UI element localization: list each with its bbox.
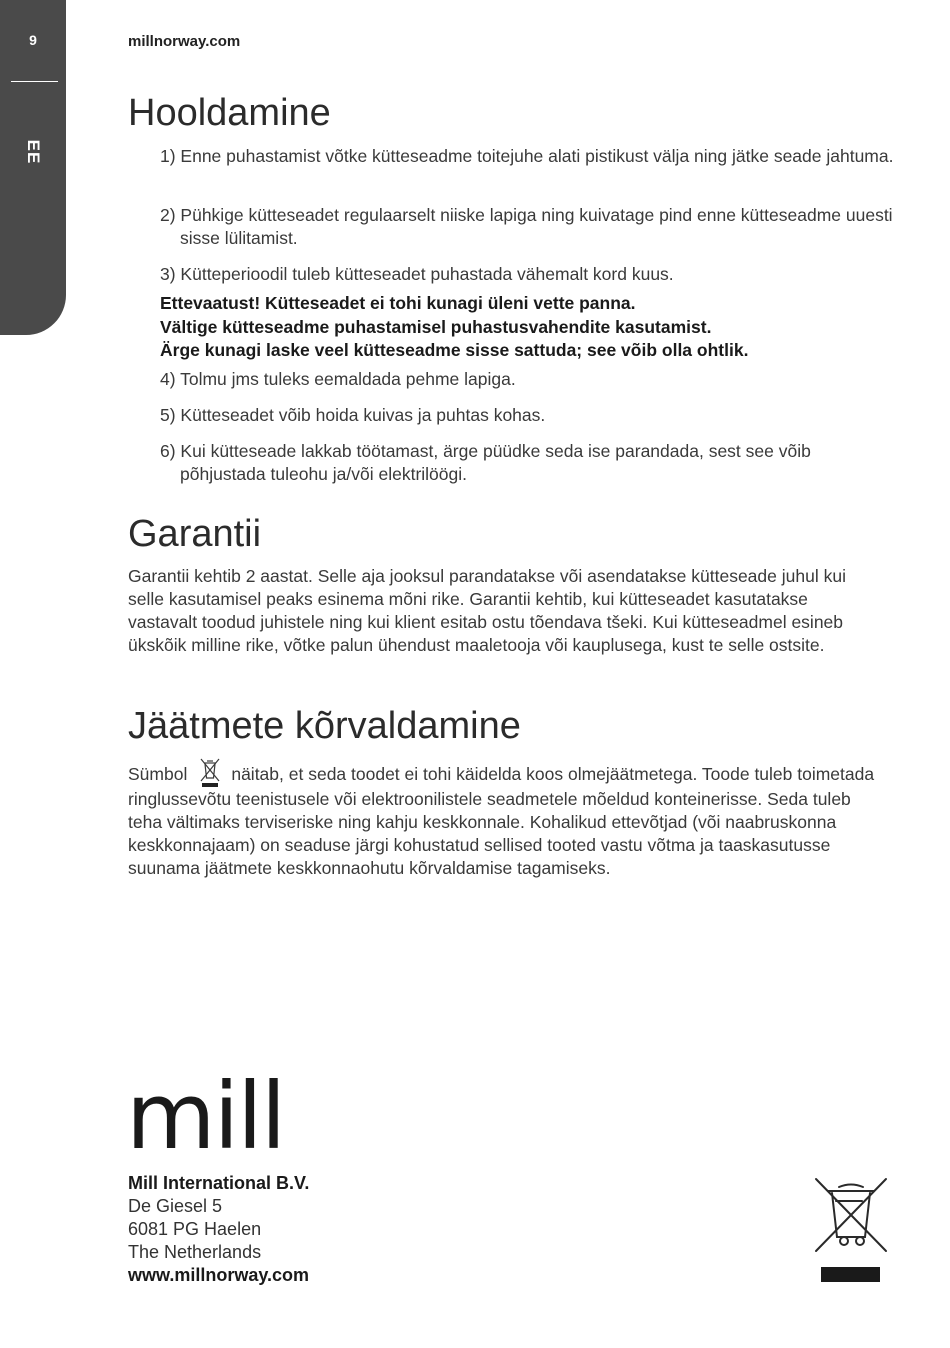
- header-website[interactable]: millnorway.com: [128, 33, 241, 50]
- warranty-heading: Garantii: [128, 513, 262, 555]
- mill-logo: [126, 1076, 286, 1159]
- page-number: 9: [29, 32, 37, 48]
- warranty-text: Garantii kehtib 2 aastat. Selle aja jooksul parandatakse või asendatakse kütteseade juhul kui selle kasutamisel peaks esinema mõni rike. Garantii kehtib, kui kütteseadet kasutatakse vastavalt toodud juhistele ning kui klient esitab ostu tõendava tšeki. Kui kütteseadmel esineb ükskõik milline rike, võtke palun ühendust maaletooja või kauplusega, kust te selle ostsite.: [128, 566, 846, 655]
- maintenance-item-5: 5) Kütteseadet võib hoida kuivas ja puhtas kohas.: [160, 405, 546, 425]
- disposal-text-start: Sümbol: [128, 764, 188, 784]
- warning-line-1: Ettevaatust! Kütteseadet ei tohi kunagi üleni vette panna.: [160, 293, 636, 313]
- weee-crossed-bin-icon: [199, 758, 221, 788]
- address-postal: 6081 PG Haelen: [128, 1219, 262, 1239]
- maintenance-item-2: 2) Pühkige kütteseadet regulaarselt niiske lapiga ning kuivatage pind enne kütteseadme uuesti sisse lülitamist.: [160, 205, 893, 248]
- warning-line-3: Ärge kunagi laske veel kütteseadme sisse sattuda; see võib olla ohtlik.: [160, 340, 749, 360]
- maintenance-item-4: 4) Tolmu jms tuleks eemaldada pehme lapiga.: [160, 369, 516, 389]
- disposal-text-rest: näitab, et seda toodet ei tohi käidelda koos olmejäätmetega. Toode tuleb toimetada ringlussevõtu teenistusele või elektroonilistele seadmetele mõeldud konteinerisse. Seda tuleb teha vältimaks terviseriske ning kahju keskkonnale. Kohalikud ettevõtjad (või naabruskonna keskkonnajaam) on seaduse järgi kohustatud sellised tooted vastu võtma ja taaskasutusse suunama jäätmete keskkonnaohutu kõrvaldamise tagamiseks.: [128, 764, 875, 878]
- disposal-heading: Jäätmete kõrvaldamine: [128, 705, 521, 747]
- logo-text: mill: [126, 1076, 285, 1154]
- address-street: De Giesel 5: [128, 1196, 223, 1216]
- warning-line-2: Vältige kütteseadme puhastamisel puhastusvahendite kasutamist.: [160, 316, 712, 337]
- disposal-text: [128, 758, 880, 880]
- language-tab: EE: [24, 139, 43, 165]
- address-country: The Netherlands: [128, 1242, 262, 1262]
- side-tab: [0, 0, 66, 335]
- mill-logo-mark: [126, 1076, 286, 1154]
- company-name: Mill International B.V.: [128, 1173, 310, 1193]
- maintenance-item-3: 3) Kütteperioodil tuleb kütteseadet puhastada vähemalt kord kuus.: [160, 264, 674, 284]
- footer-website-link[interactable]: www.millnorway.com: [128, 1265, 310, 1285]
- tab-divider: [11, 81, 58, 82]
- company-address: [128, 1172, 309, 1287]
- maintenance-item-6: 6) Kui kütteseade lakkab töötamast, ärge püüdke seda ise parandada, sest see võib põhjustada tuleohu ja/või elektrilöögi.: [160, 441, 811, 484]
- weee-crossed-bin-icon: [814, 1177, 888, 1288]
- maintenance-heading: Hooldamine: [128, 92, 331, 134]
- maintenance-item-1: 1) Enne puhastamist võtke kütteseadme toitejuhe alati pistikust välja ning jätke seade jahtuma.: [160, 146, 894, 166]
- maintenance-warning: [160, 292, 880, 363]
